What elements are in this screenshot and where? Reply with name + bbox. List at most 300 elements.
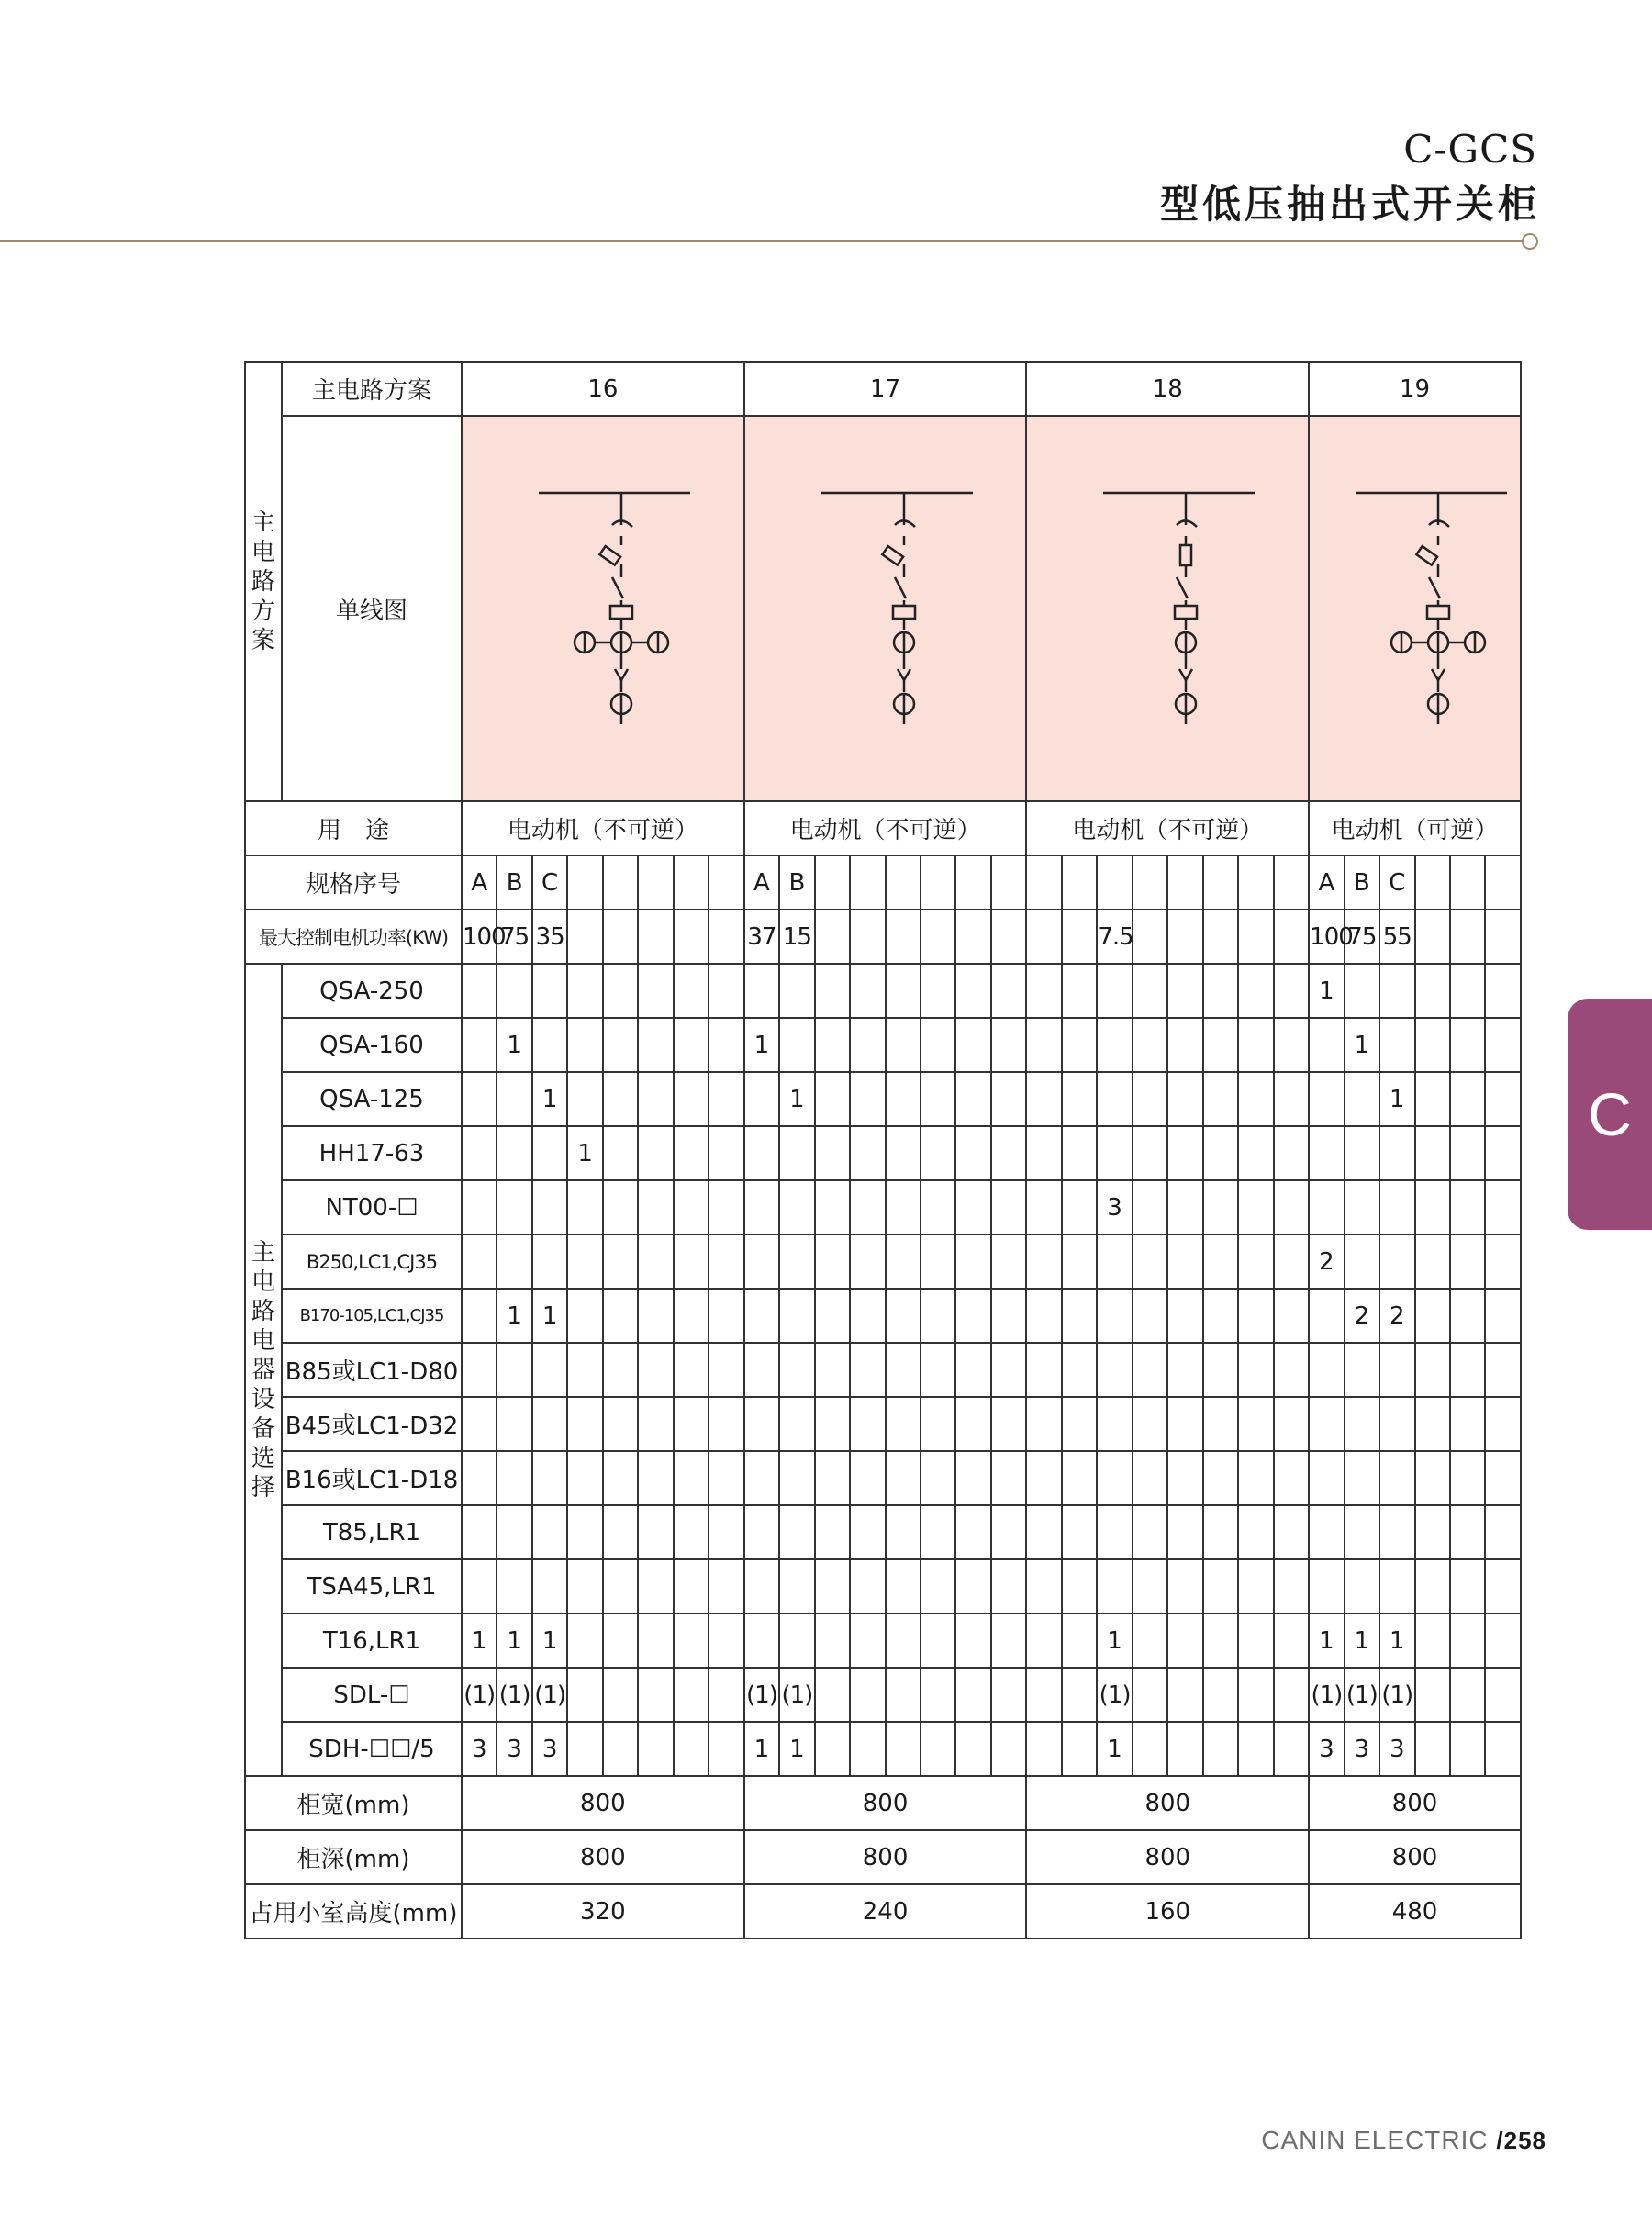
equipment-qty: 1: [532, 1072, 567, 1126]
equipment-qty: [1238, 1722, 1273, 1776]
equipment-qty: [921, 1505, 955, 1559]
equipment-qty: [1203, 1234, 1238, 1289]
equipment-qty: [674, 1722, 709, 1776]
dimension-value: 160: [1026, 1884, 1309, 1938]
spec-cell: [955, 855, 990, 910]
spec-cell: [1133, 855, 1167, 910]
equipment-qty: [955, 1614, 990, 1668]
equipment-qty: [1062, 1722, 1097, 1776]
spec-cell: [1167, 855, 1202, 910]
equipment-qty: [1238, 964, 1273, 1018]
equipment-qty: [815, 1126, 850, 1180]
equipment-qty: [1026, 1722, 1061, 1776]
equipment-qty: [674, 1451, 709, 1505]
equipment-qty: [955, 1505, 990, 1559]
equipment-qty: [1133, 1018, 1167, 1072]
equipment-qty: [779, 1505, 814, 1559]
spec-cell: [991, 855, 1027, 910]
equipment-qty: [1450, 1018, 1485, 1072]
equipment-qty: [603, 1505, 638, 1559]
equipment-qty: [779, 1451, 814, 1505]
scheme-no: 17: [744, 362, 1027, 416]
power-cell: [991, 910, 1027, 964]
equipment-qty: [1415, 1559, 1450, 1614]
equipment-qty: [1450, 1668, 1485, 1722]
equipment-qty: [462, 1451, 497, 1505]
scheme-label: 主电路方案: [282, 362, 462, 416]
equipment-qty: [1450, 1289, 1485, 1343]
equipment-qty: [1450, 1397, 1485, 1451]
equipment-qty: [991, 1559, 1027, 1614]
spec-cell: [850, 855, 885, 910]
equipment-qty: [1309, 1397, 1344, 1451]
equipment-qty: [1485, 1018, 1520, 1072]
equipment-qty: [567, 1451, 602, 1505]
equipment-qty: [921, 1018, 955, 1072]
equipment-qty: [955, 1397, 990, 1451]
power-cell: [1238, 910, 1273, 964]
equipment-qty: [921, 1451, 955, 1505]
equipment-qty: [532, 1234, 567, 1289]
equipment-qty: [709, 1397, 744, 1451]
equipment-qty: [462, 964, 497, 1018]
dimension-label: 柜深(mm): [245, 1830, 462, 1884]
header-rule: [0, 240, 1524, 242]
dimension-value: 800: [744, 1776, 1027, 1830]
equipment-qty: [638, 1505, 673, 1559]
equipment-qty: [1309, 1018, 1344, 1072]
equipment-qty: [603, 1072, 638, 1126]
equipment-qty: [779, 1397, 814, 1451]
equipment-qty: [921, 1343, 955, 1397]
equipment-name: QSA-160: [282, 1018, 462, 1072]
equipment-qty: [532, 1505, 567, 1559]
power-cell: [886, 910, 921, 964]
equipment-qty: [850, 1668, 885, 1722]
equipment-qty: [603, 1289, 638, 1343]
equipment-qty: [850, 1018, 885, 1072]
equipment-qty: [815, 1668, 850, 1722]
equipment-qty: [1415, 1668, 1450, 1722]
equipment-qty: [850, 1722, 885, 1776]
equipment-qty: [1450, 1180, 1485, 1234]
section-tab-letter: C: [1588, 1080, 1632, 1148]
equipment-qty: [1238, 1072, 1273, 1126]
equipment-qty: [1450, 1614, 1485, 1668]
equipment-qty: [1062, 1343, 1097, 1397]
equipment-qty: [674, 1126, 709, 1180]
dimension-value: 320: [462, 1884, 744, 1938]
dimension-value: 240: [744, 1884, 1027, 1938]
power-cell: 35: [532, 910, 567, 964]
equipment-qty: [1309, 1289, 1344, 1343]
equipment-qty: [1450, 1072, 1485, 1126]
equipment-qty: [779, 1234, 814, 1289]
equipment-qty: [991, 1289, 1027, 1343]
equipment-qty: (1): [1345, 1668, 1379, 1722]
equipment-qty: [1309, 1559, 1344, 1614]
equipment-qty: [1203, 1072, 1238, 1126]
spec-cell: B: [1345, 855, 1379, 910]
equipment-qty: [1309, 1126, 1344, 1180]
equipment-qty: [1309, 1072, 1344, 1126]
equipment-qty: [462, 1559, 497, 1614]
equipment-qty: [955, 1180, 990, 1234]
equipment-qty: 1: [779, 1722, 814, 1776]
equipment-qty: [1133, 1505, 1167, 1559]
equipment-qty: 1: [567, 1126, 602, 1180]
equipment-qty: (1): [1379, 1668, 1414, 1722]
equipment-name: B170-105,LC1,CJ35: [282, 1289, 462, 1343]
equipment-qty: 1: [779, 1072, 814, 1126]
dimension-value: 800: [1026, 1830, 1309, 1884]
equipment-qty: [1379, 1451, 1414, 1505]
equipment-qty: [1167, 1451, 1202, 1505]
equipment-qty: [1203, 1451, 1238, 1505]
equipment-qty: [1167, 1343, 1202, 1397]
equipment-qty: [1097, 1505, 1132, 1559]
equipment-qty: [674, 1234, 709, 1289]
equipment-qty: [497, 1126, 531, 1180]
equipment-qty: [815, 1722, 850, 1776]
power-cell: 55: [1379, 910, 1414, 964]
equipment-qty: [567, 1397, 602, 1451]
spec-cell: [1274, 855, 1310, 910]
equipment-qty: [567, 1234, 602, 1289]
equipment-qty: [1133, 1397, 1167, 1451]
equipment-qty: [1345, 1072, 1379, 1126]
single-line-diagram-icon: [493, 417, 713, 794]
equipment-name: T16,LR1: [282, 1614, 462, 1668]
header-rule-end-dot: [1522, 233, 1538, 250]
equipment-qty: [1203, 1289, 1238, 1343]
equipment-qty: [567, 1072, 602, 1126]
equipment-qty: [1133, 1451, 1167, 1505]
equipment-qty: [1203, 1722, 1238, 1776]
equipment-qty: [744, 1451, 779, 1505]
equipment-qty: [1062, 1289, 1097, 1343]
equipment-qty: [1238, 1559, 1273, 1614]
equipment-qty: [1026, 1018, 1061, 1072]
equipment-qty: 1: [462, 1614, 497, 1668]
equipment-qty: [991, 1072, 1027, 1126]
scheme-no: 16: [462, 362, 744, 416]
spec-cell: A: [462, 855, 497, 910]
equipment-qty: [1167, 1072, 1202, 1126]
equipment-qty: 3: [1379, 1722, 1414, 1776]
equipment-qty: [638, 1614, 673, 1668]
spec-cell: [1485, 855, 1520, 910]
spec-cell: [603, 855, 638, 910]
equipment-qty: [674, 1614, 709, 1668]
power-cell: [1062, 910, 1097, 964]
equipment-qty: [603, 1614, 638, 1668]
equipment-qty: [1450, 1234, 1485, 1289]
equipment-qty: [850, 1614, 885, 1668]
equipment-qty: [638, 1289, 673, 1343]
equipment-qty: [1309, 1180, 1344, 1234]
equipment-qty: [779, 1018, 814, 1072]
equipment-qty: [1133, 1180, 1167, 1234]
equipment-qty: [709, 1451, 744, 1505]
equipment-qty: [886, 1126, 921, 1180]
equipment-qty: [779, 964, 814, 1018]
equipment-qty: [603, 1126, 638, 1180]
equipment-qty: [1345, 1397, 1379, 1451]
equipment-qty: [1450, 1722, 1485, 1776]
equipment-qty: [850, 964, 885, 1018]
equipment-qty: [532, 1343, 567, 1397]
equipment-qty: [1415, 1234, 1450, 1289]
equipment-qty: [886, 1397, 921, 1451]
usage-value: 电动机（不可逆）: [1026, 801, 1309, 855]
equipment-qty: [779, 1289, 814, 1343]
equipment-name: QSA-250: [282, 964, 462, 1018]
equipment-qty: [1203, 1559, 1238, 1614]
equipment-qty: [1167, 1559, 1202, 1614]
equipment-qty: [955, 1343, 990, 1397]
equipment-qty: [1379, 1234, 1414, 1289]
equipment-qty: [567, 1722, 602, 1776]
equipment-qty: 1: [1345, 1614, 1379, 1668]
equipment-qty: [709, 1234, 744, 1289]
equipment-qty: [1238, 1505, 1273, 1559]
equipment-qty: [815, 1451, 850, 1505]
equipment-qty: [1062, 1559, 1097, 1614]
equipment-qty: [1026, 1505, 1061, 1559]
spec-cell: [567, 855, 602, 910]
equipment-qty: [1485, 1614, 1520, 1668]
equipment-qty: [603, 1180, 638, 1234]
equipment-qty: [886, 1559, 921, 1614]
equipment-qty: [462, 1018, 497, 1072]
single-line-diagram: [744, 416, 1027, 801]
equipment-qty: [497, 1180, 531, 1234]
equipment-qty: [921, 1234, 955, 1289]
equipment-qty: 1: [532, 1614, 567, 1668]
equipment-qty: [886, 1343, 921, 1397]
equipment-qty: [1133, 1668, 1167, 1722]
equipment-qty: [1133, 1126, 1167, 1180]
equipment-qty: [779, 1126, 814, 1180]
diagram-label: 单线图: [282, 416, 462, 801]
equipment-qty: [1485, 1722, 1520, 1776]
equipment-qty: [1274, 1180, 1310, 1234]
equipment-qty: [815, 1289, 850, 1343]
header-title: 型低压抽出式开关柜: [1159, 182, 1540, 227]
power-cell: [815, 910, 850, 964]
footer-page-number: 258: [1503, 2127, 1546, 2154]
equipment-qty: [886, 1451, 921, 1505]
equipment-qty: [567, 1559, 602, 1614]
equipment-qty: [1379, 1126, 1414, 1180]
equipment-qty: [462, 1343, 497, 1397]
equipment-qty: [1379, 1397, 1414, 1451]
section-label-main-circuit: 主 电 路 方 案: [245, 362, 282, 801]
equipment-qty: 2: [1379, 1289, 1414, 1343]
equipment-qty: [744, 1614, 779, 1668]
equipment-qty: [1450, 1505, 1485, 1559]
equipment-qty: [1062, 1234, 1097, 1289]
equipment-qty: [567, 1505, 602, 1559]
equipment-qty: [532, 1180, 567, 1234]
equipment-qty: [1415, 1018, 1450, 1072]
equipment-qty: [886, 964, 921, 1018]
equipment-qty: [1450, 1126, 1485, 1180]
equipment-qty: [1062, 1018, 1097, 1072]
equipment-qty: [1167, 1722, 1202, 1776]
equipment-qty: [462, 1126, 497, 1180]
equipment-qty: [709, 1343, 744, 1397]
equipment-qty: [1345, 1559, 1379, 1614]
equipment-qty: [497, 1559, 531, 1614]
equipment-qty: [1274, 1018, 1310, 1072]
dimension-value: 800: [1026, 1776, 1309, 1830]
equipment-qty: [1238, 1180, 1273, 1234]
equipment-name: B250,LC1,CJ35: [282, 1234, 462, 1289]
equipment-qty: [886, 1234, 921, 1289]
usage-label: 用 途: [245, 801, 462, 855]
single-line-diagram-icon: [776, 417, 996, 794]
equipment-qty: [1345, 1234, 1379, 1289]
equipment-qty: [991, 1343, 1027, 1397]
equipment-qty: [921, 964, 955, 1018]
equipment-qty: [921, 1614, 955, 1668]
spec-cell: [1026, 855, 1061, 910]
equipment-qty: [638, 1234, 673, 1289]
equipment-qty: [1345, 1180, 1379, 1234]
power-cell: 15: [779, 910, 814, 964]
equipment-qty: [1274, 1614, 1310, 1668]
equipment-qty: [1062, 1505, 1097, 1559]
usage-value: 电动机（不可逆）: [462, 801, 744, 855]
equipment-qty: [462, 1072, 497, 1126]
equipment-qty: [1238, 1668, 1273, 1722]
equipment-qty: 1: [744, 1018, 779, 1072]
equipment-qty: [1415, 1072, 1450, 1126]
equipment-qty: [709, 1722, 744, 1776]
power-cell: [1203, 910, 1238, 964]
spec-cell: A: [1309, 855, 1344, 910]
equipment-qty: [638, 1722, 673, 1776]
equipment-qty: 1: [1309, 964, 1344, 1018]
equipment-qty: [1026, 964, 1061, 1018]
equipment-qty: [955, 1234, 990, 1289]
equipment-qty: [1274, 1397, 1310, 1451]
equipment-qty: [886, 1018, 921, 1072]
equipment-qty: [886, 1668, 921, 1722]
equipment-qty: [1203, 1126, 1238, 1180]
dimension-label: 占用小室高度(mm): [245, 1884, 462, 1938]
equipment-qty: [850, 1289, 885, 1343]
spec-cell: B: [497, 855, 531, 910]
equipment-name: TSA45,LR1: [282, 1559, 462, 1614]
equipment-qty: [1062, 1397, 1097, 1451]
equipment-qty: [638, 1397, 673, 1451]
equipment-qty: 1: [497, 1289, 531, 1343]
equipment-qty: [1274, 1722, 1310, 1776]
equipment-qty: 1: [1097, 1614, 1132, 1668]
power-cell: 75: [1345, 910, 1379, 964]
scheme-no: 18: [1026, 362, 1309, 416]
spec-cell: C: [1379, 855, 1414, 910]
equipment-qty: 3: [1097, 1180, 1132, 1234]
power-cell: [674, 910, 709, 964]
equipment-qty: [1238, 1343, 1273, 1397]
equipment-qty: (1): [1309, 1668, 1344, 1722]
dimension-value: 800: [1309, 1830, 1521, 1884]
equipment-qty: 3: [497, 1722, 531, 1776]
equipment-qty: [462, 1397, 497, 1451]
equipment-qty: [674, 1018, 709, 1072]
equipment-qty: [603, 1451, 638, 1505]
equipment-qty: [709, 1018, 744, 1072]
usage-value: 电动机（不可逆）: [744, 801, 1027, 855]
equipment-qty: [744, 1505, 779, 1559]
equipment-qty: [1274, 1451, 1310, 1505]
equipment-qty: [1485, 964, 1520, 1018]
section-label-equipment: 主 电 路 电 器 设 备 选 择: [245, 964, 282, 1776]
equipment-qty: [603, 1018, 638, 1072]
power-cell: [638, 910, 673, 964]
equipment-qty: [1203, 1505, 1238, 1559]
equipment-qty: [1167, 1234, 1202, 1289]
equipment-qty: [1026, 1614, 1061, 1668]
equipment-qty: [1097, 1343, 1132, 1397]
equipment-qty: [1097, 1397, 1132, 1451]
equipment-qty: [1415, 1505, 1450, 1559]
spec-cell: [1062, 855, 1097, 910]
equipment-qty: [850, 1234, 885, 1289]
equipment-qty: [1062, 1614, 1097, 1668]
power-cell: [1485, 910, 1520, 964]
equipment-qty: [674, 1668, 709, 1722]
equipment-qty: [674, 1072, 709, 1126]
equipment-qty: [567, 1668, 602, 1722]
equipment-qty: [955, 1289, 990, 1343]
equipment-qty: [709, 1614, 744, 1668]
equipment-qty: [1026, 1343, 1061, 1397]
power-cell: [1167, 910, 1202, 964]
equipment-qty: 3: [1345, 1722, 1379, 1776]
power-cell: 37: [744, 910, 779, 964]
equipment-qty: [1238, 1126, 1273, 1180]
equipment-qty: [1485, 1234, 1520, 1289]
equipment-qty: [991, 1180, 1027, 1234]
equipment-qty: 3: [532, 1722, 567, 1776]
equipment-qty: [638, 1668, 673, 1722]
equipment-qty: [955, 1451, 990, 1505]
equipment-qty: [1062, 1451, 1097, 1505]
equipment-qty: [1450, 1559, 1485, 1614]
equipment-qty: [815, 1505, 850, 1559]
spec-cell: [1238, 855, 1273, 910]
equipment-qty: [1026, 1180, 1061, 1234]
equipment-qty: [567, 1343, 602, 1397]
equipment-qty: [1485, 1180, 1520, 1234]
equipment-qty: [532, 1559, 567, 1614]
equipment-qty: [674, 964, 709, 1018]
equipment-qty: [921, 1559, 955, 1614]
equipment-qty: [1097, 964, 1132, 1018]
equipment-qty: [1415, 964, 1450, 1018]
equipment-qty: [1238, 1018, 1273, 1072]
spec-cell: [709, 855, 744, 910]
equipment-qty: [462, 1505, 497, 1559]
equipment-qty: [1485, 1668, 1520, 1722]
power-cell: 75: [497, 910, 531, 964]
equipment-qty: [1345, 1126, 1379, 1180]
